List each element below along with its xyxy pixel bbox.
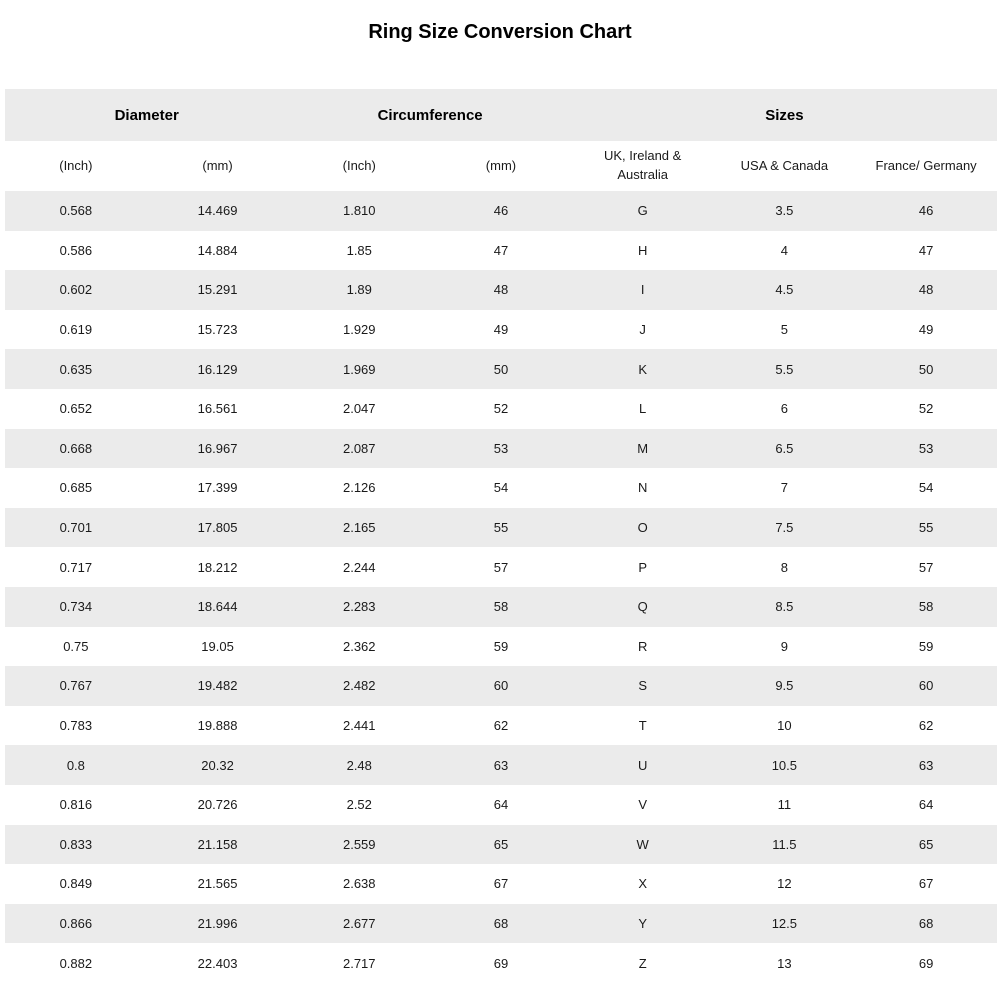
table-cell: 2.441 (288, 706, 430, 746)
table-cell: 0.619 (5, 310, 147, 350)
table-cell: 52 (855, 389, 997, 429)
table-cell: 14.469 (147, 191, 289, 231)
table-cell: 2.52 (288, 785, 430, 825)
table-cell: 2.48 (288, 745, 430, 785)
table-cell: 19.888 (147, 706, 289, 746)
table-cell: S (572, 666, 714, 706)
table-row (5, 825, 997, 865)
table-cell: 64 (855, 785, 997, 825)
table-cell: 1.929 (288, 310, 430, 350)
table-cell: 1.89 (288, 270, 430, 310)
table-cell: 11 (714, 785, 856, 825)
table-cell: 59 (430, 627, 572, 667)
table-cell: Z (572, 943, 714, 983)
table-row (5, 349, 997, 389)
table-cell: 54 (430, 468, 572, 508)
table-cell: 46 (855, 191, 997, 231)
table-row (5, 310, 997, 350)
table-cell: 2.126 (288, 468, 430, 508)
table-cell: 15.291 (147, 270, 289, 310)
table-cell: 0.652 (5, 389, 147, 429)
table-cell: U (572, 745, 714, 785)
table-cell: 0.635 (5, 349, 147, 389)
table-cell: 57 (430, 547, 572, 587)
table-cell: K (572, 349, 714, 389)
table-cell: 13 (714, 943, 856, 983)
table-cell: I (572, 270, 714, 310)
column-header-circumference-mm: (mm) (430, 141, 572, 191)
table-cell: 67 (855, 864, 997, 904)
table-cell: 21.996 (147, 904, 289, 944)
table-cell: 46 (430, 191, 572, 231)
table-cell: 53 (855, 429, 997, 469)
table-cell: 11.5 (714, 825, 856, 865)
table-cell: 7.5 (714, 508, 856, 548)
table-cell: 4.5 (714, 270, 856, 310)
table-cell: 18.644 (147, 587, 289, 627)
column-header-usa-canada: USA & Canada (714, 141, 856, 191)
table-cell: 69 (855, 943, 997, 983)
column-header-circumference-inch: (Inch) (288, 141, 430, 191)
table-cell: 2.244 (288, 547, 430, 587)
column-header-diameter-mm: (mm) (147, 141, 289, 191)
column-header-france-germany: France/ Germany (855, 141, 997, 191)
table-row (5, 706, 997, 746)
table-cell: 5 (714, 310, 856, 350)
table-cell: 6.5 (714, 429, 856, 469)
table-row (5, 745, 997, 785)
table-cell: 17.805 (147, 508, 289, 548)
table-cell: 58 (855, 587, 997, 627)
group-header-sizes: Sizes (572, 89, 997, 141)
table-row (5, 389, 997, 429)
table-cell: 9.5 (714, 666, 856, 706)
table-cell: 14.884 (147, 231, 289, 271)
table-cell: 12 (714, 864, 856, 904)
table-cell: 1.969 (288, 349, 430, 389)
table-cell: H (572, 231, 714, 271)
table-cell: 4 (714, 231, 856, 271)
table-row (5, 508, 997, 548)
table-cell: 0.833 (5, 825, 147, 865)
table-cell: 5.5 (714, 349, 856, 389)
table-row (5, 468, 997, 508)
table-cell: 54 (855, 468, 997, 508)
table-cell: 0.849 (5, 864, 147, 904)
table-cell: 7 (714, 468, 856, 508)
table-cell: 0.602 (5, 270, 147, 310)
table-row (5, 666, 997, 706)
table-cell: P (572, 547, 714, 587)
table-cell: 62 (855, 706, 997, 746)
column-group-header-row (5, 89, 997, 141)
table-cell: 53 (430, 429, 572, 469)
table-cell: 20.726 (147, 785, 289, 825)
table-cell: 21.565 (147, 864, 289, 904)
table-cell: T (572, 706, 714, 746)
table-cell: 2.482 (288, 666, 430, 706)
table-cell: 49 (430, 310, 572, 350)
page-title: Ring Size Conversion Chart (368, 21, 632, 43)
table-cell: 0.717 (5, 547, 147, 587)
table-cell: 6 (714, 389, 856, 429)
table-row (5, 270, 997, 310)
table-cell: 2.638 (288, 864, 430, 904)
ring-size-conversion-table (5, 89, 997, 983)
table-cell: M (572, 429, 714, 469)
table-row (5, 547, 997, 587)
table-cell: 2.087 (288, 429, 430, 469)
table-cell: 69 (430, 943, 572, 983)
table-cell: 2.717 (288, 943, 430, 983)
table-cell: 0.882 (5, 943, 147, 983)
table-cell: 17.399 (147, 468, 289, 508)
table-row (5, 231, 997, 271)
group-header-diameter: Diameter (5, 89, 288, 141)
table-cell: 8.5 (714, 587, 856, 627)
table-cell: 12.5 (714, 904, 856, 944)
ring-size-conversion-page (0, 21, 1000, 1000)
table-cell: 60 (430, 666, 572, 706)
column-header-uk-ireland-australia: UK, Ireland & Australia (572, 141, 714, 191)
table-cell: 18.212 (147, 547, 289, 587)
table-cell: 68 (855, 904, 997, 944)
column-header-row (5, 141, 997, 191)
table-row (5, 587, 997, 627)
column-header-diameter-inch: (Inch) (5, 141, 147, 191)
table-cell: 19.05 (147, 627, 289, 667)
table-cell: 2.677 (288, 904, 430, 944)
table-cell: 15.723 (147, 310, 289, 350)
table-cell: 10.5 (714, 745, 856, 785)
table-row (5, 864, 997, 904)
table-cell: 48 (855, 270, 997, 310)
table-cell: V (572, 785, 714, 825)
table-cell: 55 (855, 508, 997, 548)
table-cell: N (572, 468, 714, 508)
table-cell: 2.559 (288, 825, 430, 865)
table-cell: 64 (430, 785, 572, 825)
table-cell: 47 (855, 231, 997, 271)
table-cell: 2.165 (288, 508, 430, 548)
table-cell: 63 (855, 745, 997, 785)
table-cell: 1.810 (288, 191, 430, 231)
table-cell: 16.967 (147, 429, 289, 469)
table-cell: 0.8 (5, 745, 147, 785)
table-body (5, 191, 997, 983)
table-cell: J (572, 310, 714, 350)
table-cell: 16.129 (147, 349, 289, 389)
table-cell: 22.403 (147, 943, 289, 983)
table-cell: 59 (855, 627, 997, 667)
table-cell: 0.586 (5, 231, 147, 271)
table-row (5, 429, 997, 469)
table-cell: 65 (430, 825, 572, 865)
table-cell: 47 (430, 231, 572, 271)
table-cell: 60 (855, 666, 997, 706)
table-cell: 50 (430, 349, 572, 389)
table-cell: 0.816 (5, 785, 147, 825)
table-cell: W (572, 825, 714, 865)
table-cell: 68 (430, 904, 572, 944)
table-cell: 0.568 (5, 191, 147, 231)
table-cell: 3.5 (714, 191, 856, 231)
table-cell: X (572, 864, 714, 904)
table-cell: Y (572, 904, 714, 944)
table-header (5, 89, 997, 191)
table-cell: 1.85 (288, 231, 430, 271)
table-cell: 20.32 (147, 745, 289, 785)
table-row (5, 943, 997, 983)
table-cell: 2.047 (288, 389, 430, 429)
table-cell: Q (572, 587, 714, 627)
table-row (5, 627, 997, 667)
table-cell: 16.561 (147, 389, 289, 429)
table-cell: 19.482 (147, 666, 289, 706)
table-cell: 52 (430, 389, 572, 429)
table-cell: 55 (430, 508, 572, 548)
table-cell: 0.75 (5, 627, 147, 667)
table-row (5, 904, 997, 944)
table-cell: 0.668 (5, 429, 147, 469)
table-cell: 2.362 (288, 627, 430, 667)
table-cell: 50 (855, 349, 997, 389)
table-cell: G (572, 191, 714, 231)
table-cell: 65 (855, 825, 997, 865)
table-row (5, 191, 997, 231)
table-cell: 49 (855, 310, 997, 350)
table-cell: 0.701 (5, 508, 147, 548)
table-cell: L (572, 389, 714, 429)
table-cell: 0.783 (5, 706, 147, 746)
table-cell: 9 (714, 627, 856, 667)
table-row (5, 785, 997, 825)
table-cell: 8 (714, 547, 856, 587)
group-header-circumference: Circumference (288, 89, 571, 141)
table-cell: 0.734 (5, 587, 147, 627)
table-cell: 10 (714, 706, 856, 746)
table-cell: R (572, 627, 714, 667)
table-cell: 63 (430, 745, 572, 785)
table-cell: 57 (855, 547, 997, 587)
table-cell: 62 (430, 706, 572, 746)
table-cell: 48 (430, 270, 572, 310)
table-cell: 2.283 (288, 587, 430, 627)
table-cell: 21.158 (147, 825, 289, 865)
table-cell: O (572, 508, 714, 548)
table-cell: 0.685 (5, 468, 147, 508)
table-cell: 0.866 (5, 904, 147, 944)
table-cell: 67 (430, 864, 572, 904)
table-cell: 58 (430, 587, 572, 627)
table-cell: 0.767 (5, 666, 147, 706)
